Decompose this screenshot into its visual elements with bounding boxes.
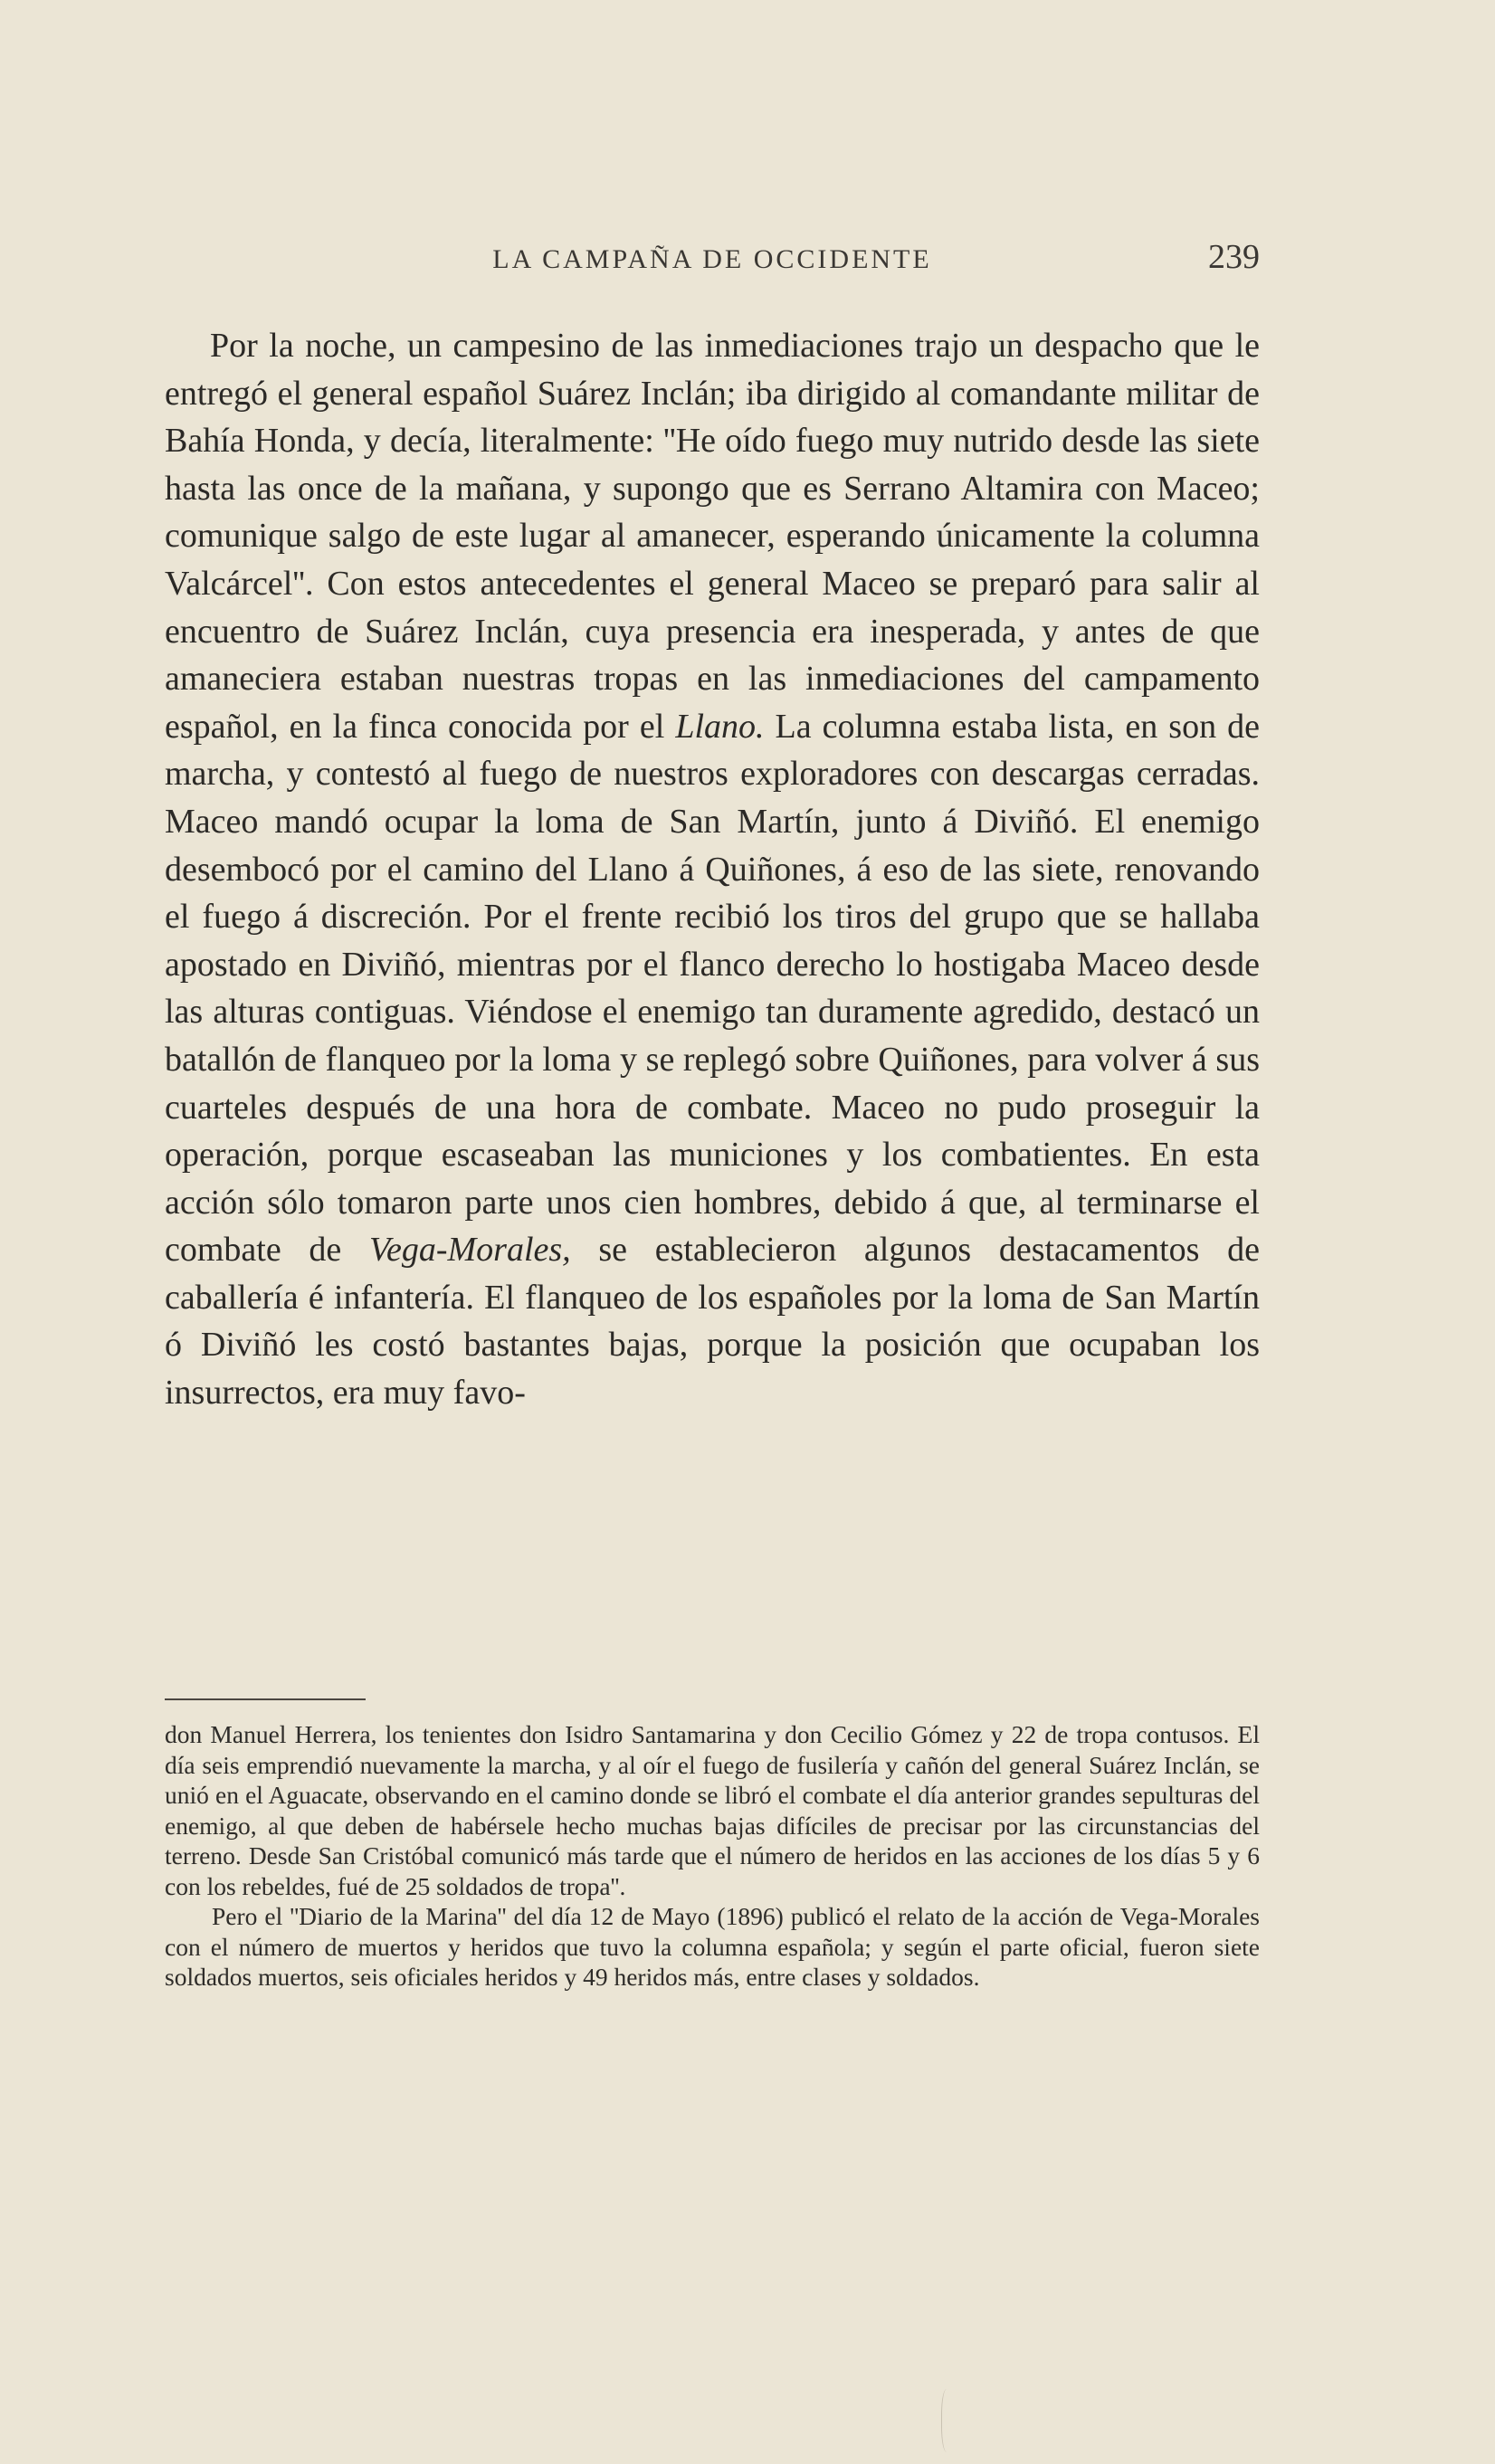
body-paragraph: [165, 322, 1260, 1417]
scan-pencil-mark: [941, 2389, 955, 2452]
body-text-part-2: La columna estaba lista, en son de marcha, y contestó al fuego de nuestros exploradores con descargas cerradas. Maceo mandó ocupar la loma de San Martín, junto á Diviñó. El enemigo desembocó por el camino del Llano á Quiñones, á eso de las siete, renovando el fuego á discreción. Por el frente recibió los tiros del grupo que se hallaba apostado en Diviñó, mientras por el flanco derecho lo hostigaba Maceo desde las alturas contiguas. Viéndose el enemigo tan duramente agredido, destacó un batallón de flanqueo por la loma y se replegó sobre Quiñones, para volver á sus cuarteles después de una hora de combate. Maceo no pudo proseguir la operación, porque escaseaban las municiones y los combatientes. En esta acción sólo tomaron parte unos cien hombres, debido á que, al terminarse el combate de: [165, 707, 1260, 1270]
body-italic-llano: Llano.: [675, 707, 765, 746]
page-header: [165, 237, 1260, 291]
footnotes: [165, 1719, 1260, 1993]
running-head: LA CAMPAÑA DE OCCIDENTE: [492, 244, 932, 274]
footnote-paragraph-1: don Manuel Herrera, los tenientes don Isidro Santamarina y don Cecilio Gómez y 22 de tropa contusos. El día seis emprendió nuevamente la marcha, y al oír el fuego de fusilería y cañón del general Suárez Inclán, se unió en el Aguacate, observando en el camino donde se libró el combate el día anterior grandes sepulturas del enemigo, al que deben de habérsele hecho muchas bajas difíciles de precisar por las circunstancias del terreno. Desde San Cristóbal comunicó más tarde que el número de heridos en las acciones de los días 5 y 6 con los rebeldes, fué de 25 soldados de tropa''.: [165, 1720, 1260, 1900]
body-text-part-1: Por la noche, un campesino de las inmediaciones trajo un despacho que le entregó el general español Suárez Inclán; iba dirigido al comandante militar de Bahía Honda, y decía, literalmente: ''He oído fuego muy nutrido desde las siete hasta las once de la mañana, y supongo que es Serrano Altamira con Maceo; comunique salgo de este lugar al amanecer, esperando únicamente la columna Valcárcel''. Con estos antecedentes el general Maceo se preparó para salir al encuentro de Suárez Inclán, cuya presencia era inesperada, y antes de que amaneciera estaban nuestras tropas en las inmediaciones del campamento español, en la finca conocida por el: [165, 327, 1260, 746]
body-text-part-3: se establecieron algunos destacamentos de caballería é infantería. El flanqueo de los españoles por la loma de San Martín ó Diviñó les costó bastantes bajas, porque la posición que ocupaban los insurrectos, era muy favo-: [165, 1231, 1260, 1413]
body-italic-vega-morales: Vega-Morales,: [369, 1231, 571, 1270]
page-number: 239: [1208, 238, 1260, 276]
footnote-rule: [165, 1698, 366, 1700]
footnote-paragraph-2: Pero el ''Diario de la Marina'' del día 12 de Mayo (1896) publicó el relato de la acción de Vega-Morales con el número de muertos y heridos que tuvo la columna española; y según el parte oficial, fueron siete soldados muertos, seis oficiales heridos y 49 heridos más, entre clases y soldados.: [165, 1902, 1260, 1991]
